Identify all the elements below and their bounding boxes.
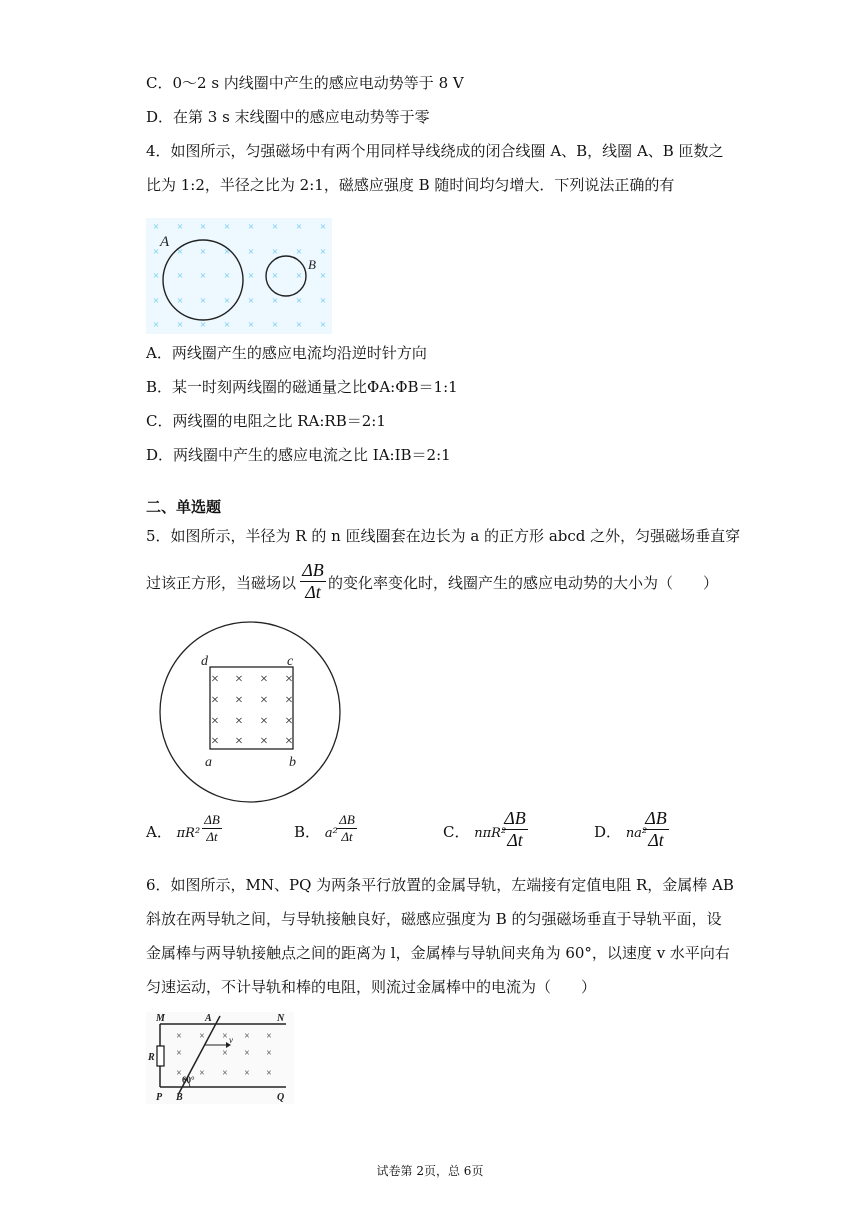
q5-option-a-label: A． bbox=[146, 823, 172, 841]
field-cross-mark: × bbox=[285, 693, 293, 708]
field-cross-mark: × bbox=[260, 734, 268, 749]
label-angle: 60° bbox=[182, 1075, 195, 1085]
field-cross-mark: × bbox=[176, 319, 184, 331]
field-cross-mark: × bbox=[235, 734, 243, 749]
field-cross-mark: × bbox=[235, 693, 243, 708]
q5-option-b-coef: a² bbox=[324, 826, 338, 841]
field-cross-mark: × bbox=[176, 246, 184, 258]
field-cross-mark: × bbox=[176, 221, 184, 233]
field-cross-mark: × bbox=[152, 295, 160, 307]
label-q: Q bbox=[277, 1092, 285, 1103]
q5-option-b-label: B． bbox=[294, 823, 321, 841]
field-cross-mark: × bbox=[235, 672, 243, 687]
q6-stem-line3: 金属棒与两导轨接触点之间的距离为 l，金属棒与导轨间夹角为 60°，以速度 v 水平向右 bbox=[146, 944, 730, 962]
field-cross-mark: × bbox=[271, 270, 279, 282]
coil-b-label: B bbox=[308, 257, 316, 272]
field-cross-mark: × bbox=[223, 246, 231, 258]
field-cross-mark: × bbox=[319, 319, 327, 331]
q5-option-c bbox=[443, 822, 506, 844]
field-cross-mark: × bbox=[199, 319, 207, 331]
q4-option-a: A．两线圈产生的感应电流均沿逆时针方向 bbox=[146, 344, 427, 362]
field-cross-mark: × bbox=[247, 295, 255, 307]
field-cross-mark: × bbox=[247, 270, 255, 282]
field-cross-mark: × bbox=[319, 270, 327, 282]
field-cross-mark: × bbox=[223, 319, 231, 331]
field-cross-mark: × bbox=[199, 221, 207, 233]
q5-stem-line2-post: 的变化率变化时，线圈产生的感应电动势的大小为（ ） bbox=[328, 574, 719, 592]
q5-option-a-fraction bbox=[202, 812, 222, 845]
q5-option-d-num: ΔB bbox=[645, 808, 667, 828]
field-cross-mark: × bbox=[271, 295, 279, 307]
q5-rate-fraction bbox=[300, 560, 326, 603]
field-cross-mark: × bbox=[266, 1031, 272, 1042]
q5-option-b-den: Δt bbox=[341, 829, 353, 844]
vertex-b-label: b bbox=[289, 755, 296, 770]
q5-option-c-den: Δt bbox=[507, 830, 523, 850]
field-cross-mark: × bbox=[152, 221, 160, 233]
q5-option-c-label: C． bbox=[443, 823, 470, 841]
field-cross-mark: × bbox=[260, 714, 268, 729]
q5-option-c-coef: nπR² bbox=[474, 826, 507, 841]
q5-stem-line1: 5．如图所示，半径为 R 的 n 匝线圈套在边长为 a 的正方形 abcd 之外，匀强磁场垂直穿 bbox=[146, 527, 741, 545]
q5-option-a-den: Δt bbox=[206, 829, 218, 844]
label-b: B bbox=[176, 1092, 183, 1103]
q3-option-c: C．0～2 s 内线圈中产生的感应电动势等于 8 V bbox=[146, 74, 464, 92]
field-cross-mark: × bbox=[247, 221, 255, 233]
q5-option-d-coef: na² bbox=[625, 826, 648, 841]
q4-option-c: C．两线圈的电阻之比 RA:RB＝2:1 bbox=[146, 412, 386, 430]
field-cross-mark: × bbox=[176, 295, 184, 307]
field-cross-mark: × bbox=[211, 672, 219, 687]
q5-option-c-fraction bbox=[502, 808, 528, 851]
resistor-r bbox=[157, 1046, 164, 1066]
q5-stem-line2-pre: 过该正方形，当磁场以 bbox=[146, 574, 297, 592]
q5-rate-numerator: ΔB bbox=[302, 560, 324, 580]
vertex-c-label: c bbox=[287, 654, 294, 669]
q4-option-b: B．某一时刻两线圈的磁通量之比ΦA:ΦB＝1:1 bbox=[146, 378, 458, 396]
field-cross-mark: × bbox=[295, 319, 303, 331]
q5-option-d-fraction bbox=[643, 808, 669, 851]
field-cross-mark: × bbox=[199, 270, 207, 282]
label-m: M bbox=[156, 1013, 165, 1024]
field-cross-mark: × bbox=[271, 246, 279, 258]
q5-option-b-fraction bbox=[337, 812, 357, 845]
label-v: v bbox=[229, 1035, 233, 1045]
field-cross-mark: × bbox=[319, 246, 327, 258]
q5-rate-denominator: Δt bbox=[305, 582, 321, 602]
coil-a-label: A bbox=[160, 234, 170, 250]
field-cross-mark: × bbox=[222, 1068, 228, 1079]
field-cross-mark: × bbox=[152, 319, 160, 331]
q6-stem-line2: 斜放在两导轨之间，与导轨接触良好，磁感应强度为 B 的匀强磁场垂直于导轨平面，设 bbox=[146, 910, 722, 928]
field-cross-mark: × bbox=[223, 270, 231, 282]
label-p: P bbox=[156, 1092, 163, 1103]
field-cross-mark: × bbox=[199, 1068, 205, 1079]
field-cross-mark: × bbox=[152, 246, 160, 258]
field-cross-mark: × bbox=[211, 734, 219, 749]
field-cross-mark: × bbox=[266, 1068, 272, 1079]
q3-option-d: D．在第 3 s 末线圈中的感应电动势等于零 bbox=[146, 108, 430, 126]
field-cross-mark: × bbox=[223, 295, 231, 307]
field-cross-mark: × bbox=[271, 221, 279, 233]
q5-option-b bbox=[294, 822, 338, 844]
field-cross-mark: × bbox=[260, 672, 268, 687]
q6-stem-line1: 6．如图所示，MN、PQ 为两条平行放置的金属导轨，左端接有定值电阻 R，金属棒 AB bbox=[146, 876, 734, 894]
field-cross-mark: × bbox=[223, 221, 231, 233]
field-cross-mark: × bbox=[222, 1048, 228, 1059]
q4-stem-line1: 4．如图所示，匀强磁场中有两个用同样导线绕成的闭合线圈 A、B，线圈 A、B 匝数之 bbox=[146, 142, 724, 160]
q5-option-d bbox=[594, 822, 647, 844]
field-cross-mark: × bbox=[271, 319, 279, 331]
field-cross-mark: × bbox=[244, 1048, 250, 1059]
field-cross-mark: × bbox=[176, 270, 184, 282]
field-cross-mark: × bbox=[176, 1048, 182, 1059]
field-cross-mark: × bbox=[222, 1031, 228, 1042]
field-cross-mark: × bbox=[152, 270, 160, 282]
field-cross-mark: × bbox=[176, 1031, 182, 1042]
field-cross-mark: × bbox=[247, 319, 255, 331]
field-cross-mark: × bbox=[295, 221, 303, 233]
q6-stem-line4: 匀速运动，不计导轨和棒的电阻，则流过金属棒中的电流为（ ） bbox=[146, 978, 597, 996]
field-cross-mark: × bbox=[295, 295, 303, 307]
q6-figure-rails-rod bbox=[146, 1012, 294, 1104]
field-cross-mark: × bbox=[211, 714, 219, 729]
field-cross-mark: × bbox=[211, 693, 219, 708]
label-r: R bbox=[148, 1052, 155, 1063]
field-cross-mark: × bbox=[319, 221, 327, 233]
label-n: N bbox=[277, 1013, 285, 1024]
field-cross-mark: × bbox=[199, 1031, 205, 1042]
q5-option-a-num: ΔB bbox=[204, 812, 220, 827]
field-cross-mark: × bbox=[235, 714, 243, 729]
section-heading: 二、单选题 bbox=[146, 498, 222, 516]
q5-option-a-coef: πR² bbox=[176, 826, 201, 841]
q5-option-b-num: ΔB bbox=[339, 812, 355, 827]
q5-option-d-den: Δt bbox=[648, 830, 664, 850]
field-cross-mark: × bbox=[199, 295, 207, 307]
field-cross-mark: × bbox=[295, 270, 303, 282]
q4-option-d: D．两线圈中产生的感应电流之比 IA:IB＝2:1 bbox=[146, 446, 451, 464]
coil-circle bbox=[160, 622, 340, 802]
field-cross-mark: × bbox=[295, 246, 303, 258]
q4-stem-line2: 比为 1:2，半径之比为 2:1，磁感应强度 B 随时间均匀增大．下列说法正确的有 bbox=[146, 176, 675, 194]
field-cross-mark: × bbox=[285, 714, 293, 729]
field-cross-mark: × bbox=[247, 246, 255, 258]
q5-figure-coil-square bbox=[158, 620, 342, 804]
page-footer: 试卷第 2页，总 6页 bbox=[376, 1164, 484, 1178]
q5-option-a bbox=[146, 822, 200, 844]
q5-option-c-num: ΔB bbox=[504, 808, 526, 828]
field-cross-mark: × bbox=[176, 1068, 182, 1079]
vertex-a-label: a bbox=[205, 755, 212, 770]
field-cross-mark: × bbox=[244, 1031, 250, 1042]
square-abcd bbox=[210, 667, 293, 749]
q5-option-d-label: D． bbox=[594, 823, 622, 841]
field-cross-mark: × bbox=[266, 1048, 272, 1059]
field-cross-mark: × bbox=[319, 295, 327, 307]
q4-figure-two-coils bbox=[146, 218, 332, 334]
field-cross-mark: × bbox=[285, 734, 293, 749]
field-cross-mark: × bbox=[199, 246, 207, 258]
label-a: A bbox=[205, 1013, 212, 1024]
vertex-d-label: d bbox=[201, 654, 208, 669]
field-cross-mark: × bbox=[285, 672, 293, 687]
field-cross-mark: × bbox=[260, 693, 268, 708]
field-cross-mark: × bbox=[244, 1068, 250, 1079]
